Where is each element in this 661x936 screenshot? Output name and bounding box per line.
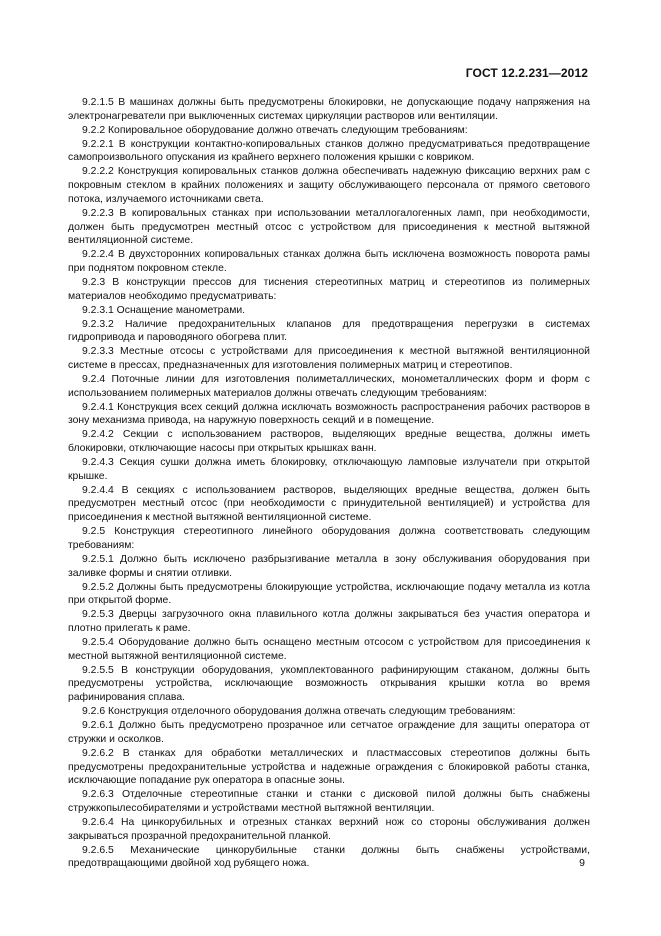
paragraph-9-2-5-2: 9.2.5.2 Должны быть предусмотрены блокирующие устройства, исключающие подачу металла из котла при открытой форме. (68, 581, 590, 607)
paragraph-9-2-6-1: 9.2.6.1 Должно быть предусмотрено прозрачное или сетчатое ограждение для защиты оператора от стружки и осколков. (68, 719, 590, 745)
paragraph-9-2-4-4: 9.2.4.4 В секциях с использованием растворов, выделяющих вредные вещества, должен быть предусмотрен местный отсос (при необходимости с принудительной вентиляцией) и устройства для присоединения к местной вытяжной вентиляционной системе. (68, 484, 590, 524)
paragraph-9-2-3-1: 9.2.3.1 Оснащение манометрами. (82, 304, 246, 316)
paragraph-9-2-2: 9.2.2 Копировальное оборудование должно отвечать следующим требованиям: (82, 124, 468, 136)
paragraph-9-2-6-3: 9.2.6.3 Отделочные стереотипные станки и станки с дисковой пилой должны быть снабжены стружкопылесобирателями и устройствами местной вытяжной вентиляции. (68, 789, 590, 815)
paragraph-9-2-3: 9.2.3 В конструкции прессов для тиснения стереотипных матриц и стереотипов из полимерных материалов необходимо предусматривать: (68, 276, 590, 302)
paragraph-9-2-1-5: 9.2.1.5 В машинах должны быть предусмотрены блокировки, не допускающие подачу напряжения на электронагреватели при выключенных системах циркуляции растворов или вентиляции. (68, 97, 590, 122)
paragraph-9-2-6-5: 9.2.6.5 Механические цинкорубильные станки должны быть снабжены устройствами, предотвращающими двойной ход рубящего ножа. (68, 844, 590, 870)
paragraph-9-2-2-3: 9.2.2.3 В копировальных станках при использовании металлогалогенных ламп, при необходимости, должен быть предусмотрен местный отсос с устройством для присоединения к местной вытяжной вентиляционной системе. (68, 207, 590, 247)
paragraph-9-2-6-4: 9.2.6.4 На цинкорубильных и отрезных станках верхний нож со стороны обслуживания должен закрываться прозрачной предохранительной планкой. (68, 816, 590, 842)
paragraph-9-2-4: 9.2.4 Поточные линии для изготовления полиметаллических, монометаллических форм и форм с использованием полимерных материалов должны отвечать следующим требованиям: (68, 373, 590, 399)
paragraph-9-2-6: 9.2.6 Конструкция отделочного оборудования должна отвечать следующим требованиям: (82, 706, 516, 718)
paragraph-9-2-4-1: 9.2.4.1 Конструкция всех секций должна исключать возможность распространения рабочих растворов в зону механизма привода, на наружную поверхность секций и в помещение. (68, 401, 590, 427)
paragraph-9-2-5-3: 9.2.5.3 Дверцы загрузочного окна плавильного котла должны закрываться без участия оператора и плотно прилегать к раме. (68, 609, 590, 635)
paragraph-9-2-5: 9.2.5 Конструкция стереотипного линейного оборудования должна соответствовать следующим требованиям: (68, 526, 590, 551)
paragraph-9-2-2-1: 9.2.2.1 В конструкции контактно-копировальных станков должно предусматриваться предотвращение самопроизвольного опускания из крайнего верхнего положения крышки с ковриком. (68, 138, 590, 164)
paragraph-9-2-3-2: 9.2.3.2 Наличие предохранительных клапанов для предотвращения перегрузки в системах гидропривода и пароводяного обогрева плит. (68, 318, 590, 344)
paragraph-9-2-5-1: 9.2.5.1 Должно быть исключено разбрызгивание металла в зону обслуживания оборудования при заливке формы и снятии отливки. (68, 553, 590, 579)
paragraph-9-2-2-2: 9.2.2.2 Конструкция копировальных станков должна обеспечивать надежную фиксацию верхних рам с покровным стеклом в крайних положениях и защиту обслуживающего персонала от прямого светового потока, излучаемого источниками света. (68, 166, 590, 205)
document-header: ГОСТ 12.2.231—2012 (465, 66, 588, 80)
document-body (68, 96, 590, 871)
paragraph-9-2-3-3: 9.2.3.3 Местные отсосы с устройствами для присоединения к местной вытяжной вентиляционной системе в прессах, предназначенных для изготовления полимерных матриц и стереотипов. (68, 346, 590, 372)
paragraph-9-2-4-3: 9.2.4.3 Секция сушки должна иметь блокировку, отключающую ламповые излучатели при открытой крышке. (68, 456, 590, 482)
paragraph-9-2-2-4: 9.2.2.4 В двухсторонних копировальных станках должна быть исключена возможность поворота рамы при поднятом покровном стекле. (68, 249, 590, 275)
page-number: 9 (579, 857, 585, 869)
paragraph-9-2-4-2: 9.2.4.2 Секции с использованием растворов, выделяющих вредные вещества, должны иметь блокировки, отключающие насосы при открытых крышках ванн. (68, 429, 590, 455)
paragraph-9-2-6-2: 9.2.6.2 В станках для обработки металлических и пластмассовых стереотипов должны быть предусмотрены предохранительные устройства и надежные ограждения с блокировкой работы станка, исключающие попадание рук оператора в опасные зоны. (68, 747, 590, 787)
paragraph-9-2-5-5: 9.2.5.5 В конструкции оборудования, укомплектованного рафинирующим стаканом, должны быть предусмотрены устройства, исключающие возможность открывания крышки котла во время рафинирования сплава. (68, 664, 590, 704)
paragraph-9-2-5-4: 9.2.5.4 Оборудование должно быть оснащено местным отсосом с устройством для присоединения к местной вытяжной вентиляционной системе. (68, 636, 590, 662)
